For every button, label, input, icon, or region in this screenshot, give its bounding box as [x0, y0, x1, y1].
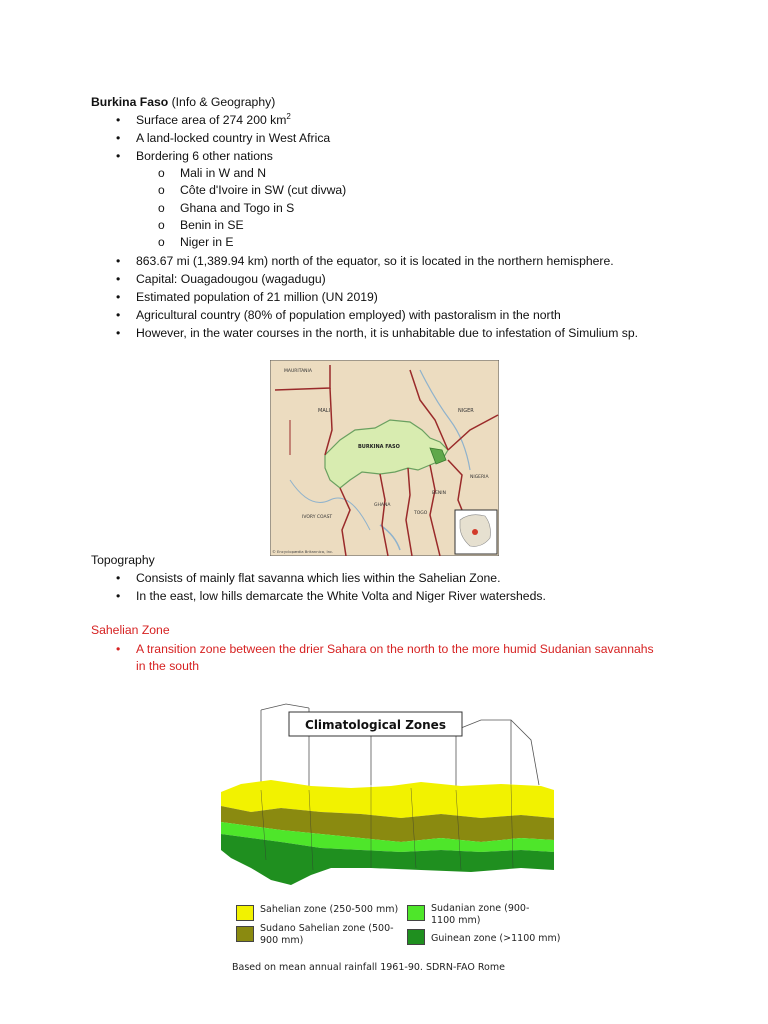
label-ivory-coast: IVORY COAST: [302, 515, 333, 520]
simulium-text: However, in the water courses in the north, it is unhabitable due to infestation of Simulium sp.: [136, 326, 638, 340]
label-ghana: GHANA: [374, 503, 391, 508]
surface-area: [136, 112, 291, 129]
bullet-dot: •: [116, 642, 121, 656]
landlocked-text: A land-locked country in West Africa: [136, 131, 331, 145]
legend-sudanian-1: Sudanian zone (900-: [431, 903, 530, 914]
burkina-faso-map: [270, 360, 499, 556]
bullet-dot: •: [116, 272, 121, 286]
label-mali: MALI: [318, 408, 330, 414]
bullet-dot: •: [116, 326, 121, 340]
legend-swatch-guinean: [407, 929, 425, 945]
sahelian-bullet-line1: A transition zone between the drier Sahara on the north to the more humid Sudanian savannahs: [136, 642, 654, 656]
label-burkina-faso: BURKINA FASO: [358, 444, 400, 450]
topography-bullet-2: In the east, low hills demarcate the White Volta and Niger River watersheds.: [136, 589, 546, 603]
title-suffix: (Info & Geography): [168, 95, 276, 109]
topography-heading: Topography: [91, 553, 155, 567]
bullet-dot: •: [116, 131, 121, 145]
climatological-zones-map: [221, 700, 554, 888]
surface-area-sup: 2: [286, 112, 291, 121]
map-credit: © Encyclopædia Britannica, Inc.: [272, 549, 334, 554]
equator-text: 863.67 mi (1,389.94 km) north of the equator, so it is located in the northern hemisphere.: [136, 254, 614, 268]
neighbor-item: Ghana and Togo in S: [180, 201, 295, 215]
sub-bullet-o: o: [158, 218, 165, 232]
bullet-dot: •: [116, 571, 121, 585]
bullet-dot: •: [116, 254, 121, 268]
bullet-dot: •: [116, 290, 121, 304]
legend-sahelian: Sahelian zone (250-500 mm): [260, 904, 399, 915]
neighbor-item: Mali in W and N: [180, 166, 267, 180]
legend-guinean: Guinean zone (>1100 mm): [431, 933, 561, 944]
capital-text: Capital: Ouagadougou (wagadugu): [136, 272, 326, 286]
sub-bullet-o: o: [158, 183, 165, 197]
neighbor-item: Côte d'Ivoire in SW (cut divwa): [180, 183, 347, 197]
section-title: [91, 94, 275, 111]
legend-swatch-sudano-sahelian: [236, 926, 254, 942]
sub-bullet-o: o: [158, 235, 165, 249]
agriculture-text: Agricultural country (80% of population employed) with pastoralism in the north: [136, 308, 561, 322]
label-niger: NIGER: [458, 408, 474, 414]
surface-area-text: Surface area of 274 200 km: [136, 113, 287, 127]
legend-sudanian-2: 1100 mm): [431, 915, 481, 926]
population-text: Estimated population of 21 million (UN 2019): [136, 290, 378, 304]
legend-swatch-sahelian: [236, 905, 254, 921]
sub-bullet-o: o: [158, 166, 165, 180]
sahelian-bullet-line2: in the south: [136, 659, 200, 673]
label-nigeria: NIGERIA: [470, 475, 489, 480]
neighbor-item: Benin in SE: [180, 218, 244, 232]
sahelian-heading: Sahelian Zone: [91, 623, 170, 637]
bordering-text: Bordering 6 other nations: [136, 149, 273, 163]
label-mauritania: MAURITANIA: [284, 369, 312, 374]
bullet-dot: •: [116, 308, 121, 322]
label-benin: BENIN: [432, 491, 446, 496]
legend-swatch-sudanian: [407, 905, 425, 921]
clim-map-title: Climatological Zones: [305, 718, 446, 732]
topography-bullet-1: Consists of mainly flat savanna which lies within the Sahelian Zone.: [136, 571, 501, 585]
bullet-dot: •: [116, 589, 121, 603]
neighbor-item: Niger in E: [180, 235, 234, 249]
bullet-dot: •: [116, 149, 121, 163]
title-country: Burkina Faso: [91, 95, 169, 109]
bullet-dot: •: [116, 113, 121, 127]
legend-sudano-sahelian-2: 900 mm): [260, 935, 304, 946]
label-togo: TOGO: [414, 511, 428, 516]
sub-bullet-o: o: [158, 201, 165, 215]
clim-caption: Based on mean annual rainfall 1961-90. SDRN-FAO Rome: [232, 962, 505, 973]
legend-sudano-sahelian-1: Sudano Sahelian zone (500-: [260, 923, 394, 934]
